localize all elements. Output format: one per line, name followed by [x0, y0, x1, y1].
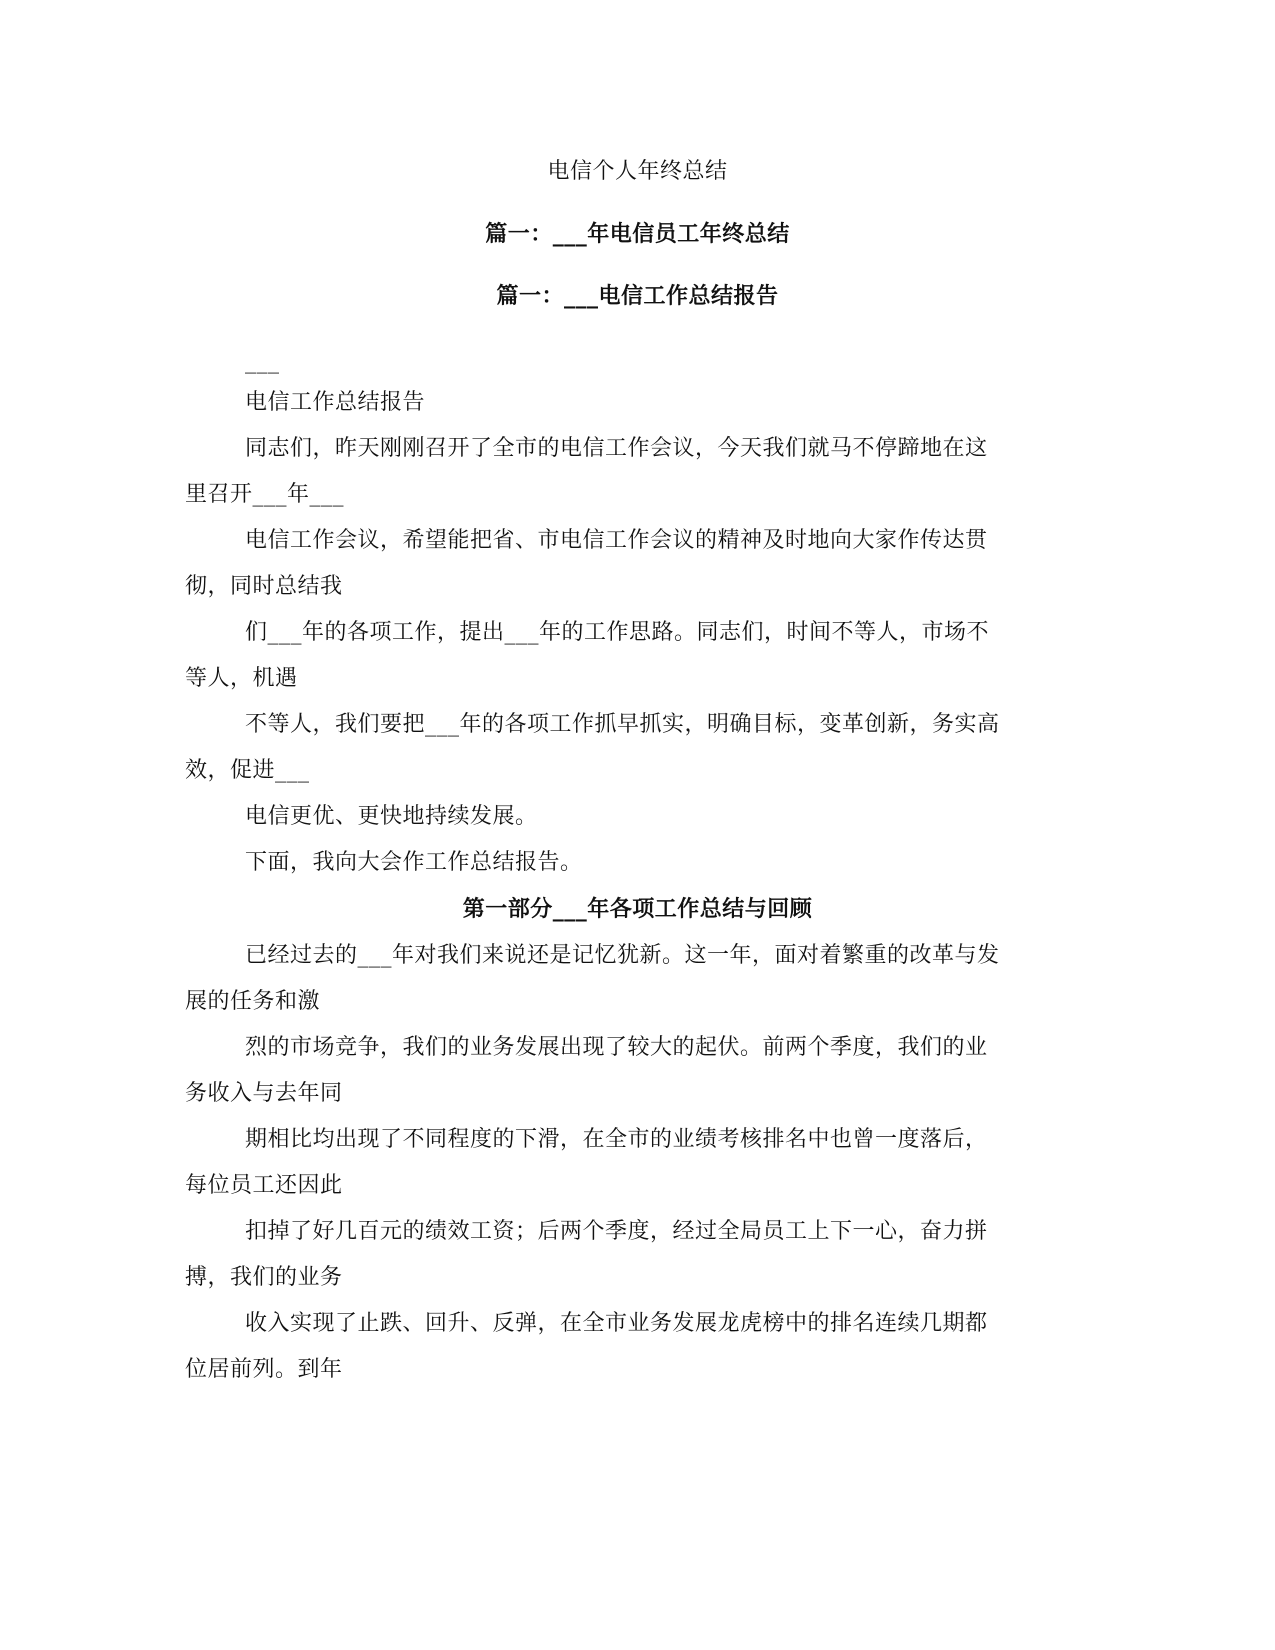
paragraph-line: 电信更优、更快地持续发展。 [245, 804, 538, 829]
paragraph-line: 每位员工还因此 [185, 1173, 343, 1198]
paragraph-line: 展的任务和激 [185, 989, 321, 1014]
paragraph-line: 彻，同时总结我 [185, 574, 343, 599]
document-title: 电信个人年终总结 [547, 159, 728, 184]
paragraph-line: 期相比均出现了不同程度的下滑，在全市的业绩考核排名中也曾一度落后， [245, 1127, 988, 1152]
paragraph-line: 不等人，我们要把___年的各项工作抓早抓实，明确目标，变革创新，务实高 [245, 712, 1000, 737]
heading-work-report: 篇一：___电信工作总结报告 [496, 283, 779, 309]
paragraph-line: 等人，机遇 [185, 666, 298, 691]
paragraph-line: 务收入与去年同 [185, 1081, 343, 1106]
paragraph-line: 同志们，昨天刚刚召开了全市的电信工作会议，今天我们就马不停蹄地在这 [245, 436, 988, 461]
paragraph-line: 下面，我向大会作工作总结报告。 [245, 850, 583, 875]
blank-placeholder: ___ [245, 349, 280, 374]
section-heading: 第一部分___年各项工作总结与回顾 [462, 896, 813, 922]
paragraph-line: 扣掉了好几百元的绩效工资；后两个季度，经过全局员工上下一心，奋力拼 [245, 1219, 988, 1244]
paragraph-line: 效，促进___ [185, 758, 310, 783]
paragraph-line: 位居前列。到年 [185, 1357, 343, 1382]
paragraph-line: 烈的市场竞争，我们的业务发展出现了较大的起伏。前两个季度，我们的业 [245, 1035, 988, 1060]
paragraph-line: 们___年的各项工作，提出___年的工作思路。同志们，时间不等人，市场不 [245, 620, 990, 645]
paragraph-line: 电信工作会议，希望能把省、市电信工作会议的精神及时地向大家作传达贯 [245, 528, 988, 553]
paragraph-line: 搏，我们的业务 [185, 1265, 343, 1290]
paragraph-line: 收入实现了止跌、回升、反弹，在全市业务发展龙虎榜中的排名连续几期都 [245, 1311, 988, 1336]
heading-annual-summary: 篇一：___年电信员工年终总结 [485, 221, 790, 247]
paragraph-line: 里召开___年___ [185, 482, 345, 507]
paragraph-line: 已经过去的___年对我们来说还是记忆犹新。这一年，面对着繁重的改革与发 [245, 943, 1000, 968]
report-title-line: 电信工作总结报告 [245, 390, 426, 415]
